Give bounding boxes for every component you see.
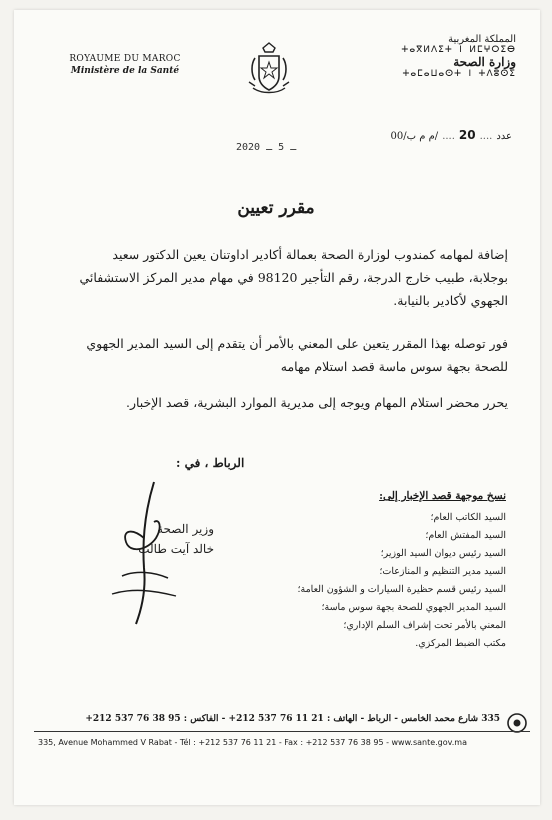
copy-recipient: المعني بالأمر تحت إشراف السلم الإداري؛ [343,620,506,631]
paragraph-instructions: فور توصله بهذا المقرر يتعين على المعني بالأمر أن يتقدم إلى السيد المدير الجهوي للصحة بجهة سوس ماسة قصد استلام مهامه [86,336,508,374]
copy-recipient: مكتب الضبط المركزي. [415,638,506,649]
signatory-title: وزير الصحة [157,522,214,536]
ref-suffix: /م م ب/00 [390,131,439,142]
place-date-line: الرباط ، في : [176,456,245,470]
footer-address-ar: 335 شارع محمد الخامس - الرباط - الهاتف : 21 11 76 537 212+ - الفاكس : 95 38 76 537 212+ [85,714,500,724]
kingdom-label-fr: ROYAUME DU MAROC [69,54,181,64]
ministry-label-fr: Ministère de la Santé [70,66,180,76]
paragraph-appointment: إضافة لمهامه كمندوب لوزارة الصحة بعمالة أكادير اداوتنان يعين الدكتور سعيد بوجلابة، طبيب خارج الدرجة، رقم التأجير 98120 في مهام مدير المركز الاستشفائي الجهوي لأكادير بالنيابة. [79,247,508,308]
ref-number: 20 [458,128,476,142]
copy-recipient: السيد رئيس قسم حظيرة السيارات و الشؤون العامة؛ [297,584,506,595]
kingdom-label-ar: المملكة المغربية [448,34,516,45]
document-title: مقرر تعيين [237,198,315,218]
ref-prefix: عدد [496,131,512,142]
document-date: 2020 ـ 5 ـ [236,142,297,153]
signatory-name: خالد آيت طالب [138,542,214,556]
copy-recipient: السيد رئيس ديوان السيد الوزير؛ [380,548,506,559]
copy-recipient: السيد المفتش العام؛ [425,530,506,541]
copy-recipient: السيد المدير الجهوي للصحة بجهة سوس ماسة؛ [321,602,506,613]
reference-number: عدد .... 20 .... /م م ب/00 [390,128,512,142]
copies-title: نسخ موجهة قصد الإخبار إلى: [379,490,506,502]
header-french [60,54,190,76]
footer-address-fr: 335, Avenue Mohammed V Rabat - Tél : +212 537 76 11 21 - Fax : +212 537 76 38 95 - www.sante.gov.ma [38,738,468,747]
paragraph-report: يحرر محضر استلام المهام ويوجه إلى مديرية الموارد البشرية، قصد الإخبار. [125,395,508,410]
coat-of-arms-icon [245,42,293,98]
kingdom-label-tifinagh: ⵜⴰⴳⵍⴷⵉⵜ ⵏ ⵍⵎⵖⵔⵉⴱ [401,45,516,55]
header-arabic [386,34,516,79]
ministry-label-tifinagh: ⵜⴰⵎⴰⵡⴰⵙⵜ ⵏ ⵜⴷⵓⵙⵉ [402,69,516,79]
ministry-label-ar: وزارة الصحة [453,55,516,69]
copy-recipient: السيد الكاتب العام؛ [430,512,506,523]
footer-divider [34,731,530,732]
copies-list [297,509,506,653]
copy-recipient: السيد مدير التنظيم و المنازعات؛ [379,566,506,577]
